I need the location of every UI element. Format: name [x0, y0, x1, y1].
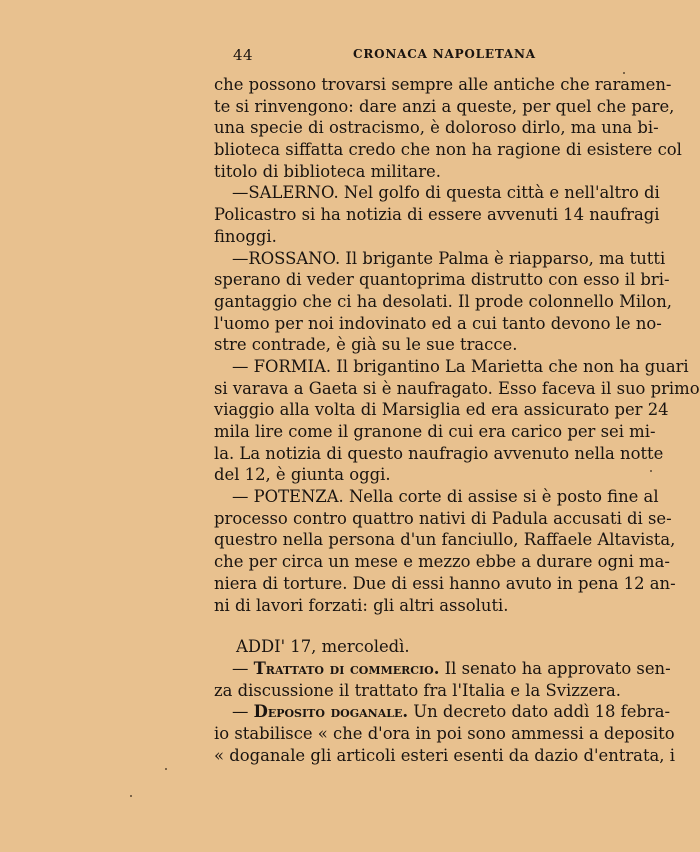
text-line: —SALERNO. Nel golfo di questa città e nell'altro di	[232, 183, 660, 203]
dateline: ADDI' 17, mercoledì.	[236, 637, 410, 657]
text-line: mila lire come il granone di cui era carico per sei mi-	[214, 422, 656, 441]
text-line: finoggi.	[214, 226, 277, 246]
entry-dash: —	[232, 702, 254, 722]
text-line: — FORMIA. Il brigantino La Marietta che non ha guari	[232, 356, 689, 376]
entry-heading: Trattato di commercio.	[253, 658, 440, 678]
text-line: l'uomo per noi indovinato ed a cui tanto devono le no-	[214, 313, 662, 333]
text-line: niera di torture. Due di essi hanno avuto in pena 12 an-	[214, 573, 676, 593]
paper-speck	[623, 72, 625, 74]
entry-deposito	[214, 701, 671, 723]
text-line: che per circa un mese e mezzo ebbe a durare ogni ma-	[214, 552, 670, 572]
running-title: CRONACA NAPOLETANA	[353, 47, 536, 61]
body-text	[214, 74, 700, 766]
text-line: io stabilisce « che d'ora in poi sono ammessi a deposito	[214, 723, 675, 743]
text-line: la. La notizia di questo naufragio avvenuto nella notte	[214, 443, 664, 463]
page-number: 44	[233, 46, 254, 64]
text-line: questro nella persona d'un fanciullo, Raffaele Altavista,	[214, 530, 676, 550]
text-line: stre contrade, è già su le sue tracce.	[214, 335, 518, 355]
text-line: titolo di biblioteca militare.	[214, 161, 441, 181]
entry-dash: —	[232, 658, 254, 678]
text-line: sperano di veder quantoprima distrutto con esso il bri-	[214, 270, 670, 290]
text-line: che possono trovarsi sempre alle antiche che raramen-	[214, 75, 672, 94]
entry-text: Un decreto dato addì 18 febra-	[408, 702, 671, 722]
section-gap	[214, 616, 645, 636]
text-line: « doganale gli articoli esteri esenti da dazio d'entrata, i	[214, 745, 675, 765]
text-line: gantaggio che ci ha desolati. Il prode colonnello Milon,	[214, 291, 672, 311]
text-line: viaggio alla volta di Marsiglia ed era assicurato per 24	[214, 400, 669, 420]
text-line: — POTENZA. Nella corte di assise si è posto fine al	[232, 487, 659, 507]
paper-speck	[130, 795, 132, 797]
text-line: —ROSSANO. Il brigante Palma è riapparso, ma tutti	[232, 248, 666, 268]
text-line: una specie di ostracismo, è doloroso dirlo, ma una bi-	[214, 118, 659, 138]
running-header	[233, 46, 553, 66]
text-line: Policastro si ha notizia di essere avvenuti 14 naufragi	[214, 205, 660, 225]
text-line: te si rinvengono: dare anzi a queste, per quel che pare,	[214, 96, 675, 116]
text-line: ni di lavori forzati: gli altri assoluti.	[214, 595, 509, 615]
text-line: si varava a Gaeta si è naufragato. Esso faceva il suo primo	[214, 378, 700, 398]
paper-speck	[165, 768, 167, 770]
text-line: processo contro quattro nativi di Padula accusati di se-	[214, 508, 672, 528]
paper-speck	[650, 470, 652, 472]
entry-heading: Deposito doganale.	[253, 702, 409, 722]
text-line: blioteca siffatta credo che non ha ragione di esistere col	[214, 140, 682, 160]
text-line: del 12, è giunta oggi.	[214, 465, 391, 485]
text-line: za discussione il trattato fra l'Italia e la Svizzera.	[214, 680, 621, 700]
entry-text: Il senato ha approvato sen-	[439, 658, 671, 678]
entry-trattato	[214, 658, 671, 680]
